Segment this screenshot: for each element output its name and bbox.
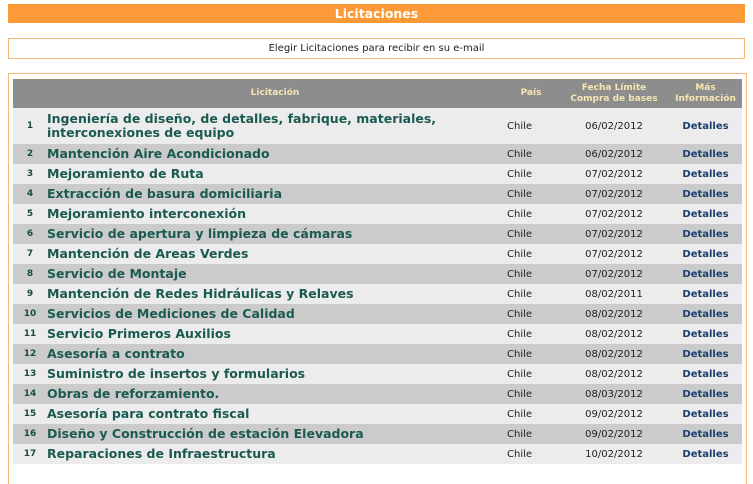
details-link[interactable]: Detalles xyxy=(682,308,729,320)
column-info-header-line2: Información xyxy=(675,93,736,104)
deadline-cell: 07/02/2012 xyxy=(559,204,669,224)
details-link[interactable]: Detalles xyxy=(682,328,729,340)
tender-name-link[interactable]: Ingeniería de diseño, de detalles, fabrique, materiales, interconexiones de equipo xyxy=(47,111,437,140)
deadline-cell: 08/02/2012 xyxy=(559,344,669,364)
details-cell xyxy=(669,404,742,424)
tender-name-link[interactable]: Suministro de insertos y formularios xyxy=(47,366,306,381)
tender-name-cell xyxy=(47,424,503,444)
column-fecha-header xyxy=(559,79,669,108)
row-number: 11 xyxy=(13,324,47,344)
country-cell: Chile xyxy=(503,224,559,244)
details-link[interactable]: Detalles xyxy=(682,368,729,380)
table-row xyxy=(13,444,742,464)
details-link[interactable]: Detalles xyxy=(682,408,729,420)
tender-name-cell xyxy=(47,444,503,464)
column-info-header-line1: Más xyxy=(695,82,716,93)
table-row xyxy=(13,404,742,424)
tender-name-link[interactable]: Mejoramiento de Ruta xyxy=(47,166,204,181)
row-number: 15 xyxy=(13,404,47,424)
table-row xyxy=(13,108,742,144)
tenders-table xyxy=(13,79,742,464)
details-cell xyxy=(669,164,742,184)
column-number-header xyxy=(13,79,47,108)
tender-name-cell xyxy=(47,244,503,264)
deadline-cell: 09/02/2012 xyxy=(559,404,669,424)
column-pais-header: País xyxy=(503,79,559,108)
tenders-table-panel xyxy=(8,73,747,484)
row-number: 9 xyxy=(13,284,47,304)
tender-name-cell xyxy=(47,324,503,344)
country-cell: Chile xyxy=(503,164,559,184)
email-subscription-box xyxy=(8,38,745,59)
deadline-cell: 06/02/2012 xyxy=(559,108,669,144)
row-number: 17 xyxy=(13,444,47,464)
country-cell: Chile xyxy=(503,144,559,164)
row-number: 14 xyxy=(13,384,47,404)
tender-name-link[interactable]: Diseño y Construcción de estación Elevadora xyxy=(47,426,364,441)
details-link[interactable]: Detalles xyxy=(682,288,729,300)
tender-name-link[interactable]: Servicios de Mediciones de Calidad xyxy=(47,306,295,321)
column-licitacion-header: Licitación xyxy=(47,79,503,108)
tender-name-cell xyxy=(47,264,503,284)
country-cell: Chile xyxy=(503,264,559,284)
row-number: 1 xyxy=(13,108,47,144)
country-cell: Chile xyxy=(503,108,559,144)
row-number: 16 xyxy=(13,424,47,444)
details-cell xyxy=(669,108,742,144)
row-number: 8 xyxy=(13,264,47,284)
table-row xyxy=(13,224,742,244)
tender-name-link[interactable]: Servicio Primeros Auxilios xyxy=(47,326,231,341)
details-cell xyxy=(669,304,742,324)
country-cell: Chile xyxy=(503,344,559,364)
details-cell xyxy=(669,424,742,444)
country-cell: Chile xyxy=(503,244,559,264)
tender-name-link[interactable]: Mejoramiento interconexión xyxy=(47,206,246,221)
tender-name-cell xyxy=(47,404,503,424)
details-cell xyxy=(669,284,742,304)
table-row xyxy=(13,164,742,184)
country-cell: Chile xyxy=(503,384,559,404)
tender-name-link[interactable]: Mantención Aire Acondicionado xyxy=(47,146,270,161)
row-number: 5 xyxy=(13,204,47,224)
table-row xyxy=(13,384,742,404)
tender-name-link[interactable]: Extracción de basura domiciliaria xyxy=(47,186,282,201)
tender-name-link[interactable]: Servicio de Montaje xyxy=(47,266,187,281)
tender-name-cell xyxy=(47,224,503,244)
row-number: 10 xyxy=(13,304,47,324)
country-cell: Chile xyxy=(503,204,559,224)
details-cell xyxy=(669,384,742,404)
details-cell xyxy=(669,264,742,284)
tender-name-cell xyxy=(47,304,503,324)
row-number: 13 xyxy=(13,364,47,384)
table-row xyxy=(13,324,742,344)
tender-name-link[interactable]: Obras de reforzamiento. xyxy=(47,386,220,401)
details-link[interactable]: Detalles xyxy=(682,268,729,280)
details-cell xyxy=(669,144,742,164)
deadline-cell: 08/02/2011 xyxy=(559,284,669,304)
details-cell xyxy=(669,364,742,384)
tender-name-cell xyxy=(47,364,503,384)
country-cell: Chile xyxy=(503,364,559,384)
details-link[interactable]: Detalles xyxy=(682,388,729,400)
deadline-cell: 07/02/2012 xyxy=(559,164,669,184)
details-cell xyxy=(669,224,742,244)
country-cell: Chile xyxy=(503,284,559,304)
table-row xyxy=(13,364,742,384)
details-link[interactable]: Detalles xyxy=(682,188,729,200)
details-link[interactable]: Detalles xyxy=(682,208,729,220)
details-link[interactable]: Detalles xyxy=(682,448,729,460)
details-cell xyxy=(669,184,742,204)
table-row xyxy=(13,184,742,204)
tender-name-cell xyxy=(47,108,503,144)
deadline-cell: 08/02/2012 xyxy=(559,304,669,324)
deadline-cell: 08/02/2012 xyxy=(559,324,669,344)
tender-name-cell xyxy=(47,384,503,404)
table-row xyxy=(13,264,742,284)
table-row xyxy=(13,144,742,164)
details-link[interactable]: Detalles xyxy=(682,168,729,180)
deadline-cell: 07/02/2012 xyxy=(559,244,669,264)
details-link[interactable]: Detalles xyxy=(682,348,729,360)
tender-name-cell xyxy=(47,284,503,304)
tender-name-link[interactable]: Asesoría a contrato xyxy=(47,346,185,361)
details-cell xyxy=(669,324,742,344)
row-number: 6 xyxy=(13,224,47,244)
row-number: 4 xyxy=(13,184,47,204)
tender-name-link[interactable]: Asesoría para contrato fiscal xyxy=(47,406,250,421)
country-cell: Chile xyxy=(503,444,559,464)
details-link[interactable]: Detalles xyxy=(682,148,729,160)
row-number: 12 xyxy=(13,344,47,364)
deadline-cell: 07/02/2012 xyxy=(559,264,669,284)
table-row xyxy=(13,204,742,224)
country-cell: Chile xyxy=(503,324,559,344)
deadline-cell: 09/02/2012 xyxy=(559,424,669,444)
tender-name-cell xyxy=(47,164,503,184)
table-row xyxy=(13,284,742,304)
table-row xyxy=(13,344,742,364)
column-fecha-header-line2: Compra de bases xyxy=(570,93,658,104)
details-cell xyxy=(669,444,742,464)
details-link[interactable]: Detalles xyxy=(682,428,729,440)
deadline-cell: 07/02/2012 xyxy=(559,224,669,244)
details-link[interactable]: Detalles xyxy=(682,248,729,260)
row-number: 2 xyxy=(13,144,47,164)
column-fecha-header-line1: Fecha Límite xyxy=(581,82,647,93)
country-cell: Chile xyxy=(503,184,559,204)
deadline-cell: 07/02/2012 xyxy=(559,184,669,204)
row-number: 3 xyxy=(13,164,47,184)
tender-name-link[interactable]: Servicio de apertura y limpieza de cámaras xyxy=(47,226,353,241)
table-row xyxy=(13,244,742,264)
country-cell: Chile xyxy=(503,404,559,424)
details-cell xyxy=(669,244,742,264)
row-number: 7 xyxy=(13,244,47,264)
tender-name-cell xyxy=(47,184,503,204)
deadline-cell: 10/02/2012 xyxy=(559,444,669,464)
table-row xyxy=(13,304,742,324)
details-cell xyxy=(669,204,742,224)
tender-name-cell xyxy=(47,144,503,164)
country-cell: Chile xyxy=(503,424,559,444)
choose-tenders-email-link[interactable]: Elegir Licitaciones para recibir en su e-mail xyxy=(268,43,485,54)
tender-name-link[interactable]: Mantención de Redes Hidráulicas y Relaves xyxy=(47,286,354,301)
table-row xyxy=(13,424,742,444)
deadline-cell: 08/02/2012 xyxy=(559,364,669,384)
deadline-cell: 08/03/2012 xyxy=(559,384,669,404)
details-link[interactable]: Detalles xyxy=(682,228,729,240)
deadline-cell: 06/02/2012 xyxy=(559,144,669,164)
country-cell: Chile xyxy=(503,304,559,324)
details-link[interactable]: Detalles xyxy=(682,120,729,132)
tender-name-link[interactable]: Reparaciones de Infraestructura xyxy=(47,446,276,461)
details-cell xyxy=(669,344,742,364)
page-title: Licitaciones xyxy=(8,4,745,23)
tender-name-cell xyxy=(47,344,503,364)
tender-name-link[interactable]: Mantención de Areas Verdes xyxy=(47,246,249,261)
tender-name-cell xyxy=(47,204,503,224)
table-header-row xyxy=(13,79,742,108)
column-info-header xyxy=(669,79,742,108)
